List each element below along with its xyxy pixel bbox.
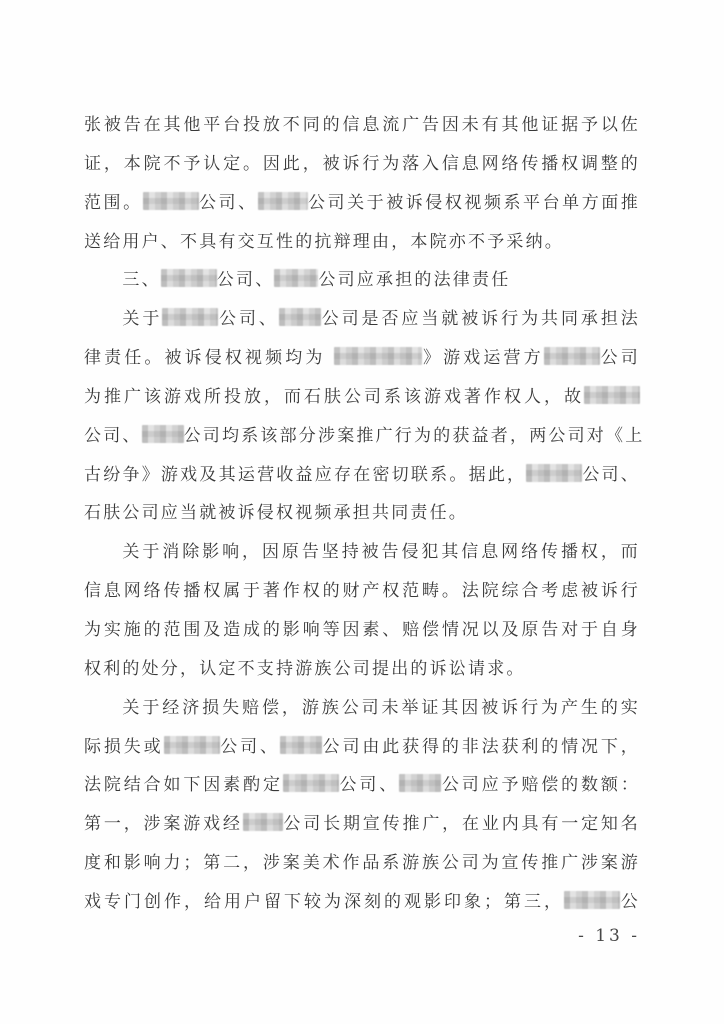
text-line	[84, 494, 640, 533]
text-run: 公司、	[198, 192, 258, 213]
text-run: 公	[619, 891, 640, 912]
text-run: 信息网络传播权属于著作权的财产权范畴。法院综合考虑被诉行	[84, 581, 640, 602]
text-line	[84, 339, 640, 378]
text-run: 公司、	[218, 309, 279, 330]
text-line	[84, 572, 640, 611]
redaction-block	[143, 192, 199, 210]
page-number: - 13 -	[578, 926, 640, 946]
text-line	[84, 805, 640, 844]
redaction-block	[544, 347, 600, 365]
text-run: 张被告在其他平台投放不同的信息流广告因未有其他证据予以佐	[84, 115, 640, 135]
redaction-block	[142, 425, 184, 443]
document-body	[84, 106, 645, 922]
text-run: 律责任。被诉侵权视频均为	[84, 348, 335, 369]
text-run: 为实施的范围及造成的影响等因素、赔偿情况以及原告对于自身	[84, 619, 640, 640]
text-run: 关于经济损失赔偿，游族公司未举证其因被诉行为产生的实	[122, 697, 640, 718]
text-run: 法院结合如下因素酌定	[84, 775, 283, 796]
text-run: 公司由此获得的非法获利的情况下，	[321, 736, 640, 757]
text-line	[84, 689, 640, 728]
redaction-block	[564, 891, 620, 909]
text-run: 际损失或	[84, 736, 164, 757]
redaction-block	[399, 774, 441, 792]
text-run: 公司关于被诉侵权视频系平台单方面推	[307, 192, 640, 213]
text-run: 公司、	[338, 775, 400, 796]
redaction-block	[283, 774, 339, 792]
text-run: 证，本院不予认定。因此，被诉行为落入信息网络传播权调整的	[84, 153, 640, 174]
text-run: 公司、	[219, 736, 280, 757]
redaction-block	[334, 347, 422, 365]
redaction-block	[258, 192, 308, 210]
text-line	[84, 417, 645, 456]
text-run: 范围。	[84, 192, 143, 213]
text-run: 公司均系该部分涉案推广行为的获益者，两公司对《上	[183, 425, 645, 446]
text-run: 公司、	[216, 270, 275, 291]
text-run: 公司是否应当就被诉行为共同承担法	[320, 309, 640, 330]
redaction-block	[164, 736, 220, 754]
text-line	[84, 650, 640, 689]
redaction-block	[162, 308, 218, 326]
text-run: 送给用户、不具有交互性的抗辩理由，本院亦不予采纳。	[84, 231, 564, 252]
text-line	[84, 533, 640, 572]
text-line	[84, 223, 640, 262]
text-run: 为推广该游戏所投放，而石肤公司系该游戏著作权人，故	[84, 386, 584, 407]
text-line	[84, 184, 640, 223]
redaction-block	[279, 308, 321, 326]
text-line	[84, 261, 640, 300]
redaction-block	[280, 736, 322, 754]
text-run: 公司应予赔偿的数额：	[441, 775, 641, 796]
text-run: 三、	[122, 270, 161, 291]
text-run: 石肤公司应当就被诉侵权视频承担共同责任。	[84, 503, 468, 524]
redaction-block	[584, 386, 640, 404]
text-line	[84, 106, 640, 145]
text-run: 关于消除影响，因原告坚持被告侵犯其信息网络传播权，而	[122, 542, 640, 563]
text-run: 关于	[122, 309, 163, 330]
text-run: 权利的处分，认定不支持游族公司提出的诉讼请求。	[84, 658, 526, 679]
text-line	[84, 883, 640, 922]
text-line	[84, 766, 640, 805]
redaction-block	[161, 269, 217, 287]
text-line	[84, 728, 640, 767]
text-run: 公司长期宣传推广，在业内具有一定知名	[282, 814, 640, 835]
text-run: 第一，涉案游戏经	[84, 814, 243, 835]
text-run: 公司	[599, 348, 640, 369]
text-run: 》游戏运营方	[422, 348, 544, 369]
text-run: 古纷争》游戏及其运营收益应存在密切联系。据此，	[84, 464, 527, 485]
text-line	[84, 611, 640, 650]
text-line	[84, 300, 640, 339]
redaction-block	[526, 464, 582, 482]
text-line	[84, 844, 640, 883]
text-run: 度和影响力；第二，涉案美术作品系游族公司为宣传推广涉案游	[84, 853, 640, 874]
text-line	[84, 456, 640, 495]
text-run: 公司应承担的法律责任	[318, 270, 511, 291]
text-line	[84, 378, 640, 417]
text-run: 公司、	[84, 425, 142, 446]
text-run: 戏专门创作，给用户留下较为深刻的观影印象；第三，	[84, 891, 564, 912]
text-run: 公司、	[582, 464, 640, 485]
redaction-block	[274, 269, 318, 287]
redaction-block	[243, 813, 283, 831]
text-line	[84, 145, 640, 184]
